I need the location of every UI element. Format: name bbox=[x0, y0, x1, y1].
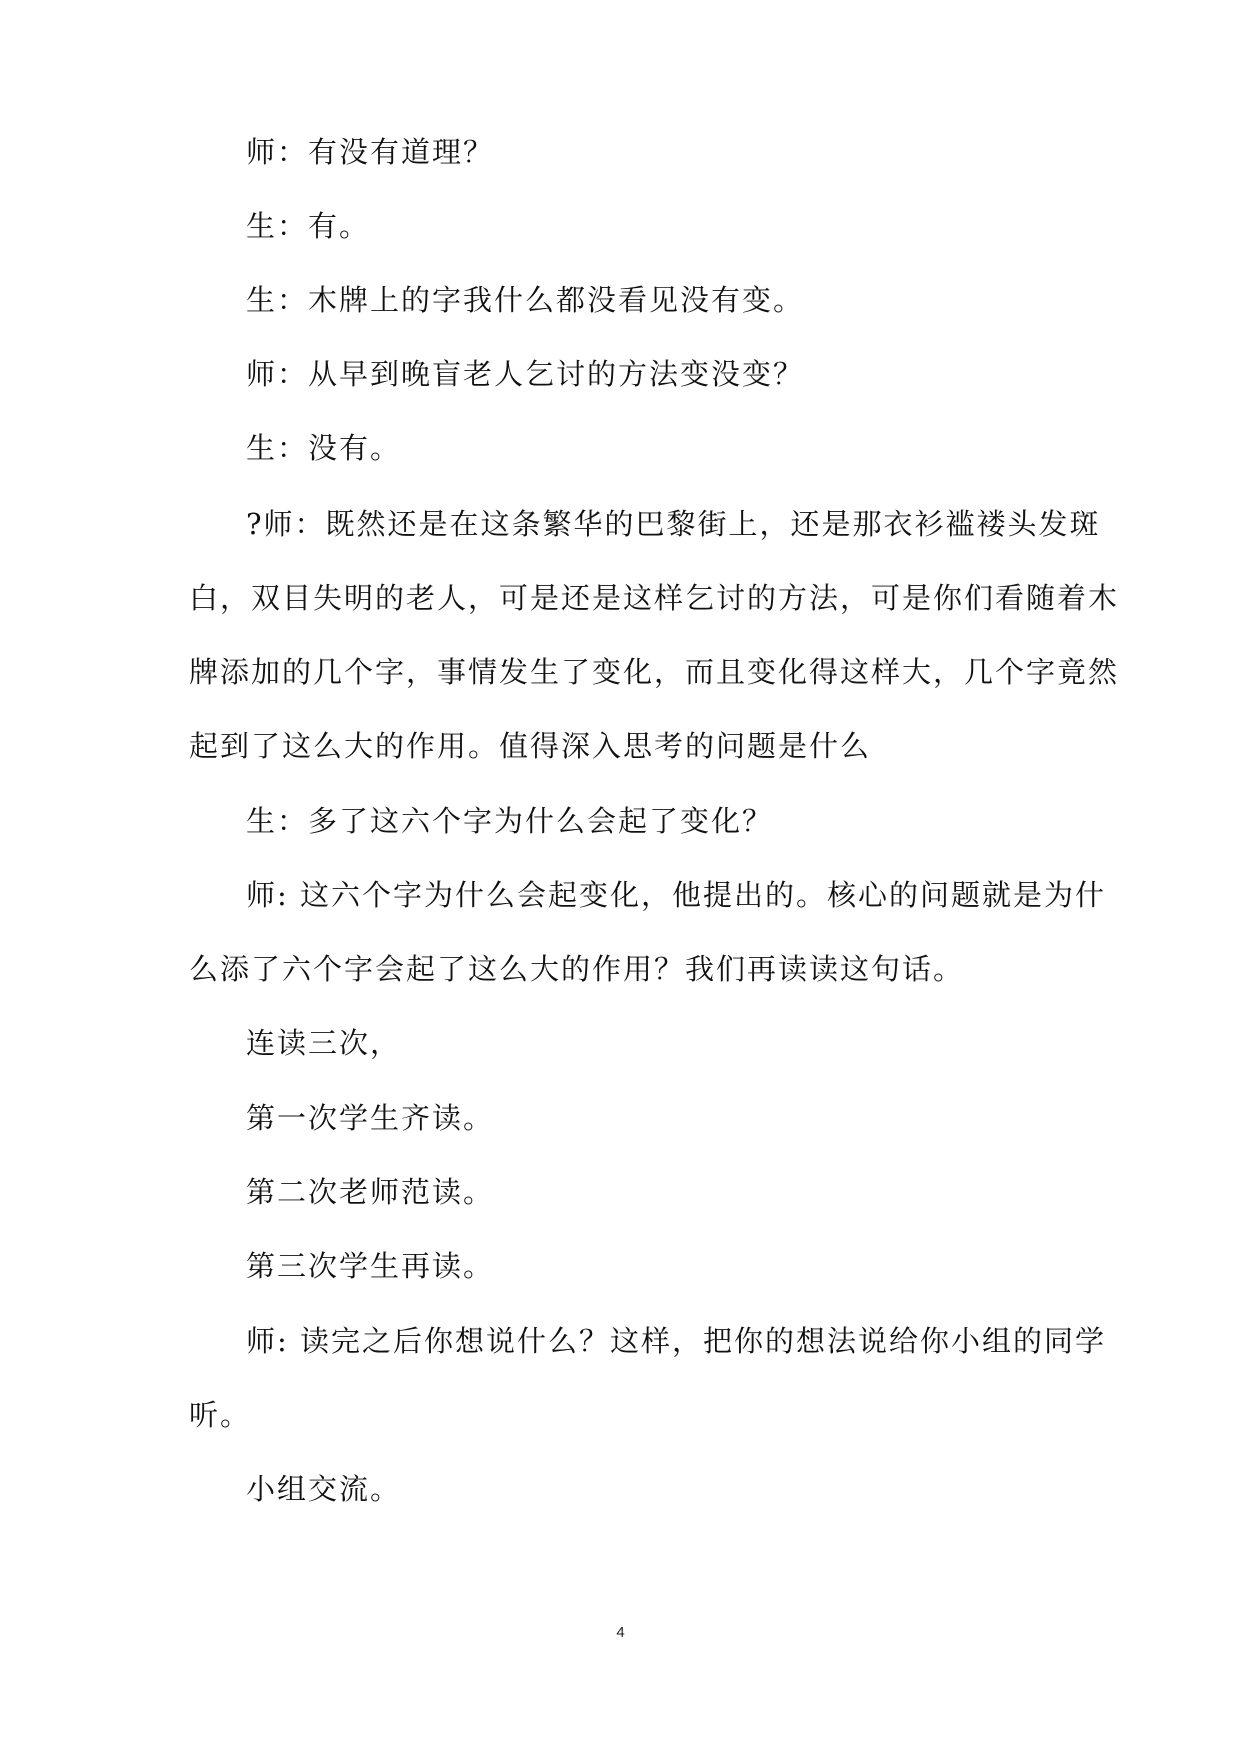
text-line: 师：从早到晚盲老人乞讨的方法变没变？ bbox=[246, 357, 805, 391]
text-line: 么添了六个字会起了这么大的作用？我们再读读这句话。 bbox=[189, 952, 965, 986]
text-line: 生：多了这六个字为什么会起了变化？ bbox=[246, 804, 774, 838]
text-line: 生：没有。 bbox=[246, 431, 402, 465]
text-line: 小组交流。 bbox=[246, 1472, 402, 1506]
text-line: 生：有。 bbox=[246, 209, 371, 243]
page-number: 4 bbox=[616, 1624, 625, 1641]
text-line: 听。 bbox=[189, 1398, 252, 1432]
text-line: 师: 这六个字为什么会起变化，他提出的。核心的问题就是为什 bbox=[246, 878, 1106, 912]
text-line: 生：木牌上的字我什么都没看见没有变。 bbox=[246, 283, 805, 317]
text-line: 连读三次， bbox=[246, 1026, 402, 1060]
text-line: 第二次老师范读。 bbox=[246, 1175, 495, 1209]
text-line: 起到了这么大的作用。值得深入思考的问题是什么 bbox=[189, 729, 872, 763]
text-line: 白，双目失明的老人，可是还是这样乞讨的方法，可是你们看随着木 bbox=[189, 581, 1120, 615]
text-line: ?师：既然还是在这条繁华的巴黎街上，还是那衣衫褴褛头发斑 bbox=[246, 507, 1101, 541]
text-line: 第一次学生齐读。 bbox=[246, 1101, 495, 1135]
text-line: 师: 读完之后你想说什么？这样，把你的想法说给你小组的同学 bbox=[246, 1324, 1106, 1358]
text-line: 第三次学生再读。 bbox=[246, 1249, 495, 1283]
text-line: 牌添加的几个字，事情发生了变化，而且变化得这样大，几个字竟然 bbox=[189, 655, 1120, 689]
text-line: 师：有没有道理？ bbox=[246, 135, 495, 169]
